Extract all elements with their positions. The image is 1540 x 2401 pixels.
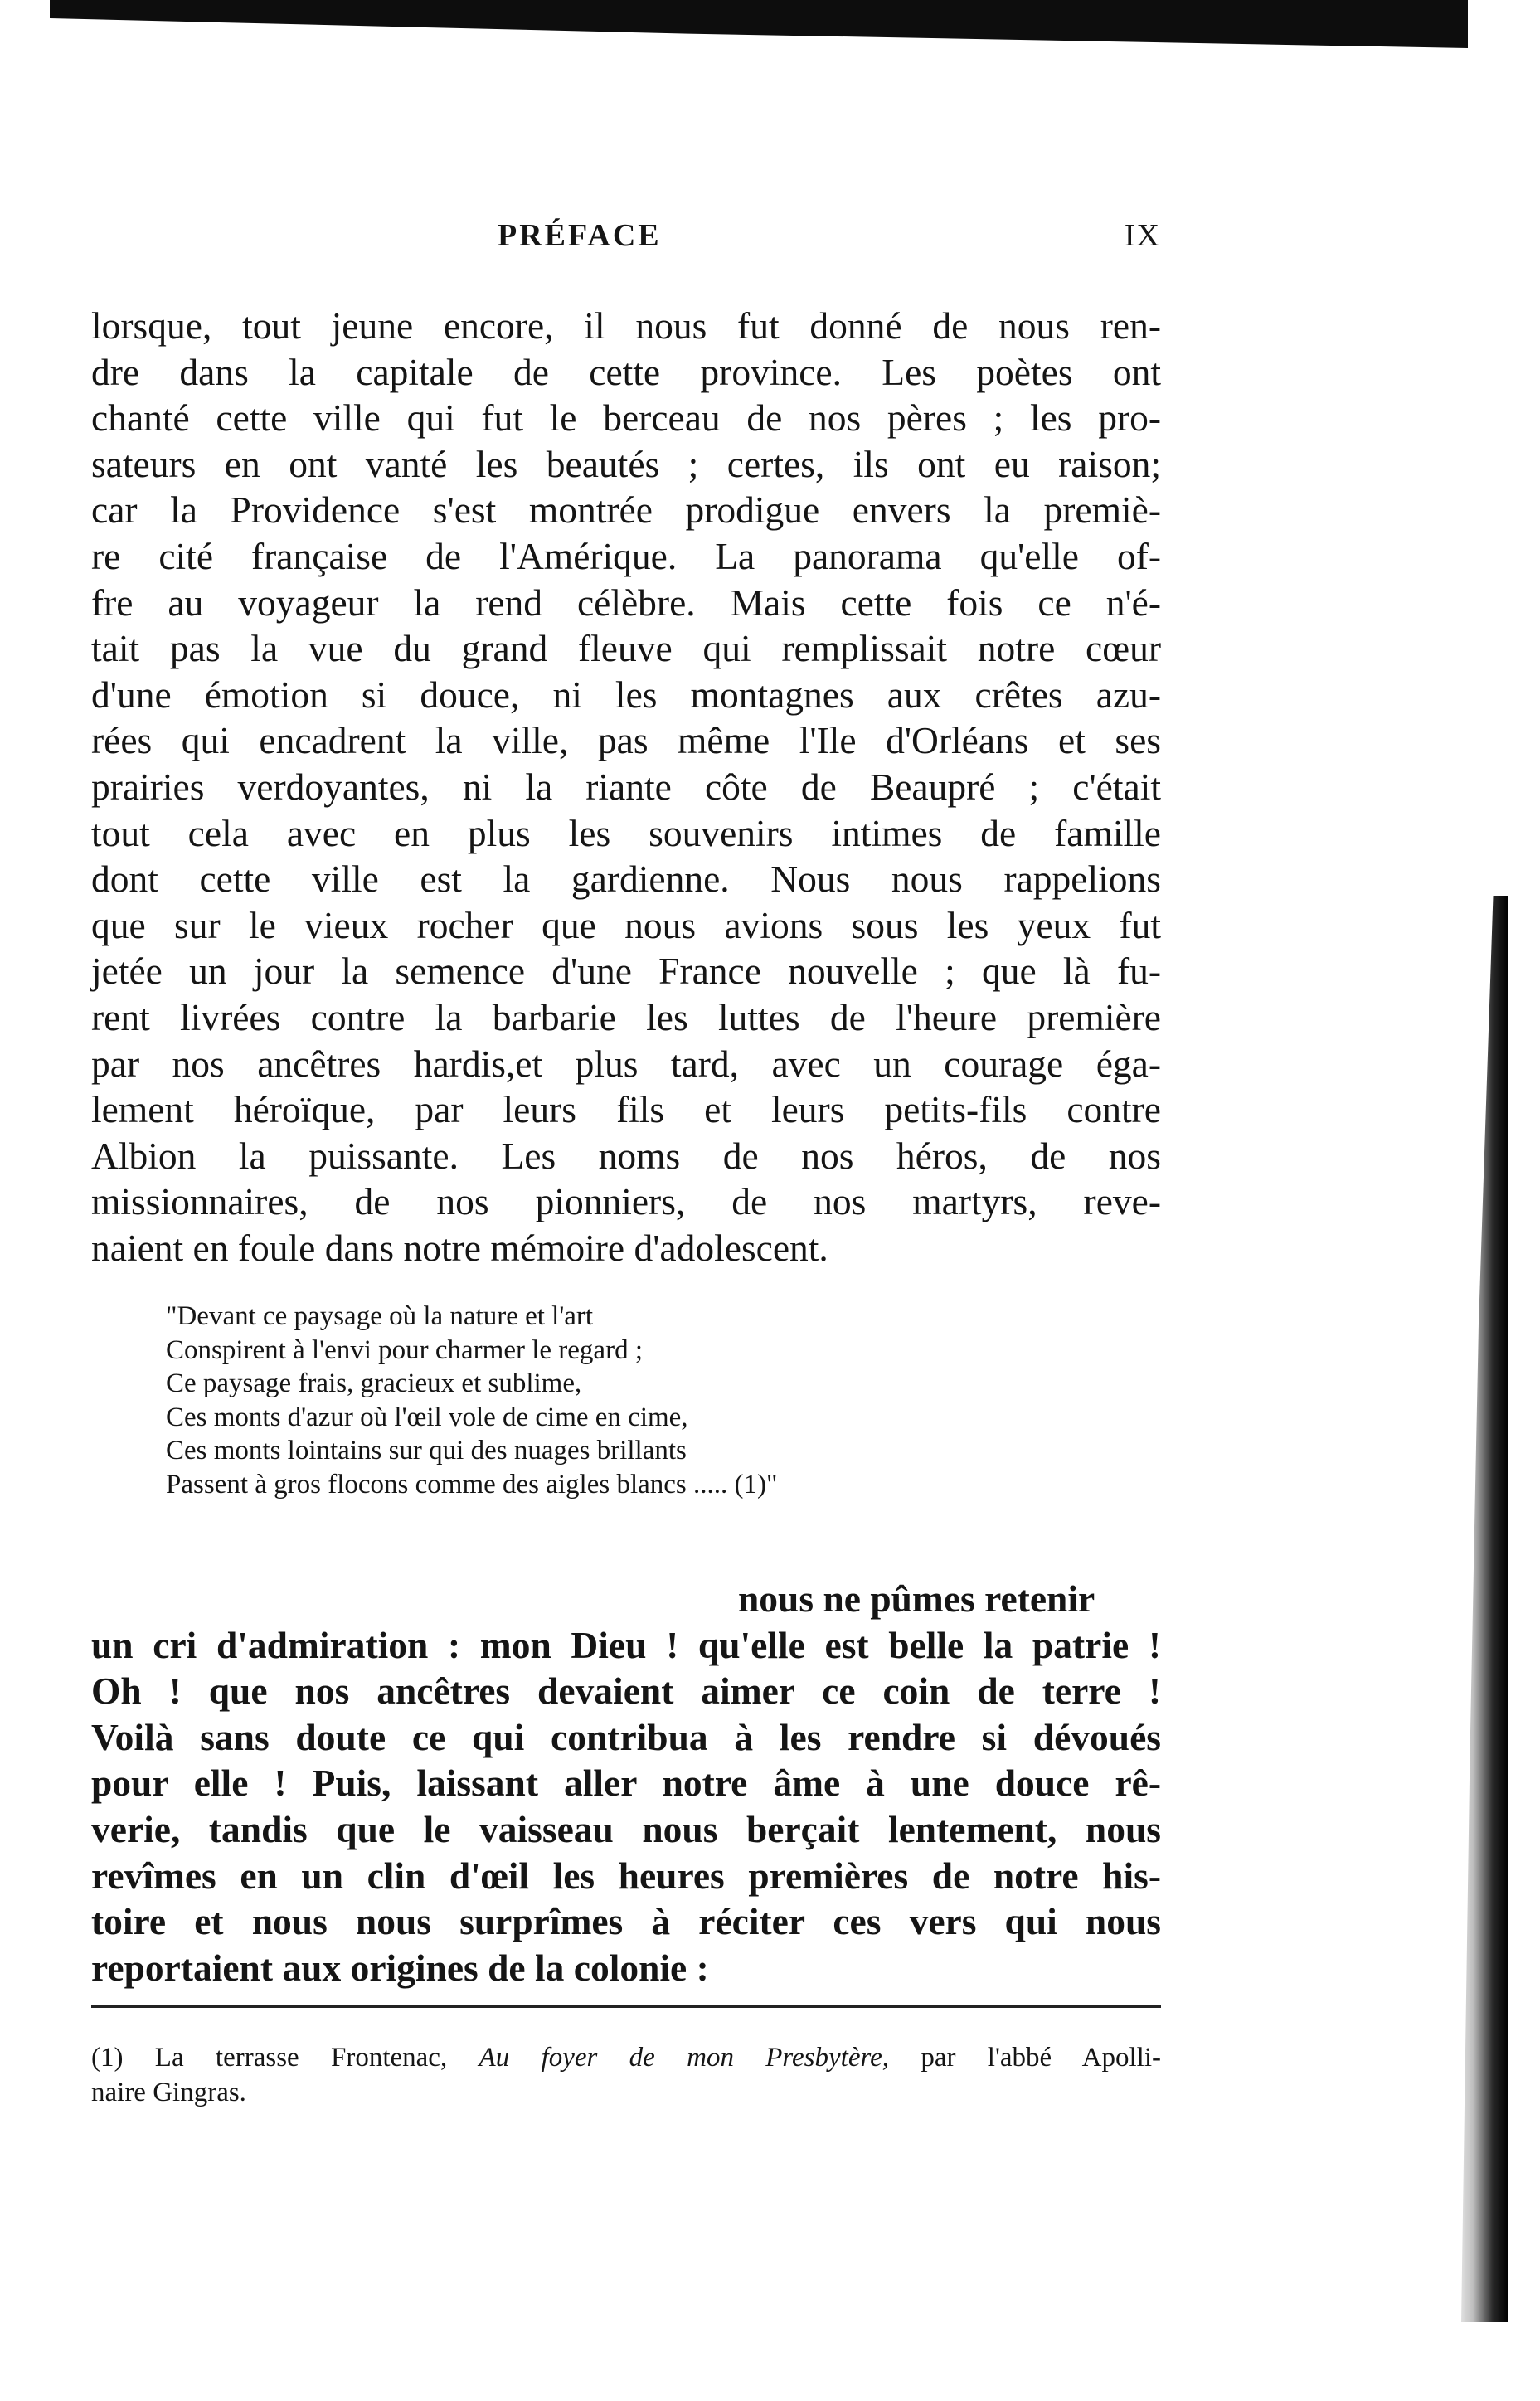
- text-line: nous ne pûmes retenir: [738, 1577, 1095, 1620]
- text-line: fre au voyageur la rend célèbre. Mais cette fois ce n'é-: [91, 581, 1161, 624]
- text-line: par nos ancêtres hardis,et plus tard, avec un courage éga-: [91, 1042, 1161, 1085]
- text-line: dont cette ville est la gardienne. Nous nous rappelions: [91, 858, 1161, 901]
- text-line: lorsque, tout jeune encore, il nous fut donné de nous ren-: [91, 304, 1161, 347]
- footnote-divider: [91, 2005, 1161, 2008]
- footnote: [91, 2040, 1161, 2110]
- text-line: Albion la puissante. Les noms de nos héros, de nos: [91, 1134, 1161, 1177]
- text-line: reportaient aux origines de la colonie :: [91, 1946, 709, 1989]
- verse-quotation: [166, 1300, 777, 1501]
- verse-line: Ces monts lointains sur qui des nuages brillants: [166, 1436, 687, 1465]
- text-line: dre dans la capitale de cette province. Les poètes ont: [91, 350, 1161, 393]
- footnote-suffix: par l'abbé Apolli-: [921, 2043, 1162, 2073]
- text-line: car la Providence s'est montrée prodigue envers la premiè-: [91, 488, 1161, 532]
- text-line: re cité française de l'Amérique. La panorama qu'elle of-: [91, 534, 1161, 577]
- running-title: PRÉFACE: [498, 218, 662, 253]
- verse-line: Conspirent à l'envi pour charmer le regard ;: [166, 1334, 643, 1365]
- text-line: rent livrées contre la barbarie les luttes de l'heure première: [91, 995, 1161, 1038]
- text-line: tout cela avec en plus les souvenirs intimes de famille: [91, 811, 1161, 854]
- body-paragraph-2: [91, 1576, 1161, 1990]
- text-line: sateurs en ont vanté les beautés ; certes, ils ont eu raison;: [91, 442, 1161, 485]
- footnote-prefix: (1) La terrasse Frontenac,: [91, 2043, 448, 2073]
- verse-line: Ces monts d'azur où l'œil vole de cime en cime,: [166, 1402, 688, 1432]
- text-line: missionnaires, de nos pionniers, de nos martyrs, reve-: [91, 1180, 1161, 1223]
- page-number: IX: [1124, 218, 1161, 253]
- text-line: revîmes en un clin d'œil les heures premières de notre his-: [91, 1854, 1161, 1897]
- running-head: [91, 207, 1161, 265]
- text-line: chanté cette ville qui fut le berceau de nos pères ; les pro-: [91, 396, 1161, 440]
- verse-line: "Devant ce paysage où la nature et l'art: [166, 1301, 594, 1331]
- verse-line: Passent à gros flocons comme des aigles blancs ..... (1)": [166, 1469, 778, 1499]
- footnote-book-title: Au foyer de mon Presbytère,: [479, 2043, 889, 2073]
- text-line: rées qui encadrent la ville, pas même l'Ile d'Orléans et ses: [91, 719, 1161, 762]
- text-line: verie, tandis que le vaisseau nous berçait lentement, nous: [91, 1807, 1161, 1850]
- verse-line: Ce paysage frais, gracieux et sublime,: [166, 1368, 582, 1398]
- text-line: d'une émotion si douce, ni les montagnes aux crêtes azu-: [91, 673, 1161, 716]
- text-line: prairies verdoyantes, ni la riante côte de Beaupré ; c'était: [91, 765, 1161, 808]
- footnote-line: naire Gingras.: [91, 2078, 246, 2107]
- text-line: naient en foule dans notre mémoire d'adolescent.: [91, 1226, 828, 1269]
- page-edge-shadow: [1450, 896, 1508, 2322]
- text-line: tait pas la vue du grand fleuve qui remplissait notre cœur: [91, 627, 1161, 670]
- text-line: que sur le vieux rocher que nous avions sous les yeux fut: [91, 903, 1161, 946]
- text-line: toire et nous nous surprîmes à réciter ces vers qui nous: [91, 1900, 1161, 1943]
- body-paragraph-1: [91, 303, 1161, 1271]
- text-line: Voilà sans doute ce qui contribua à les rendre si dévoués: [91, 1715, 1161, 1758]
- text-line: Oh ! que nos ancêtres devaient aimer ce coin de terre !: [91, 1670, 1161, 1713]
- top-border-bar: [50, 0, 1468, 48]
- text-line: un cri d'admiration : mon Dieu ! qu'elle est belle la patrie !: [91, 1623, 1161, 1666]
- footnote-line: [91, 2040, 1161, 2075]
- text-line: lement héroïque, par leurs fils et leurs petits-fils contre: [91, 1088, 1161, 1131]
- text-line: jetée un jour la semence d'une France nouvelle ; que là fu-: [91, 950, 1161, 993]
- text-line: pour elle ! Puis, laissant aller notre âme à une douce rê-: [91, 1762, 1161, 1805]
